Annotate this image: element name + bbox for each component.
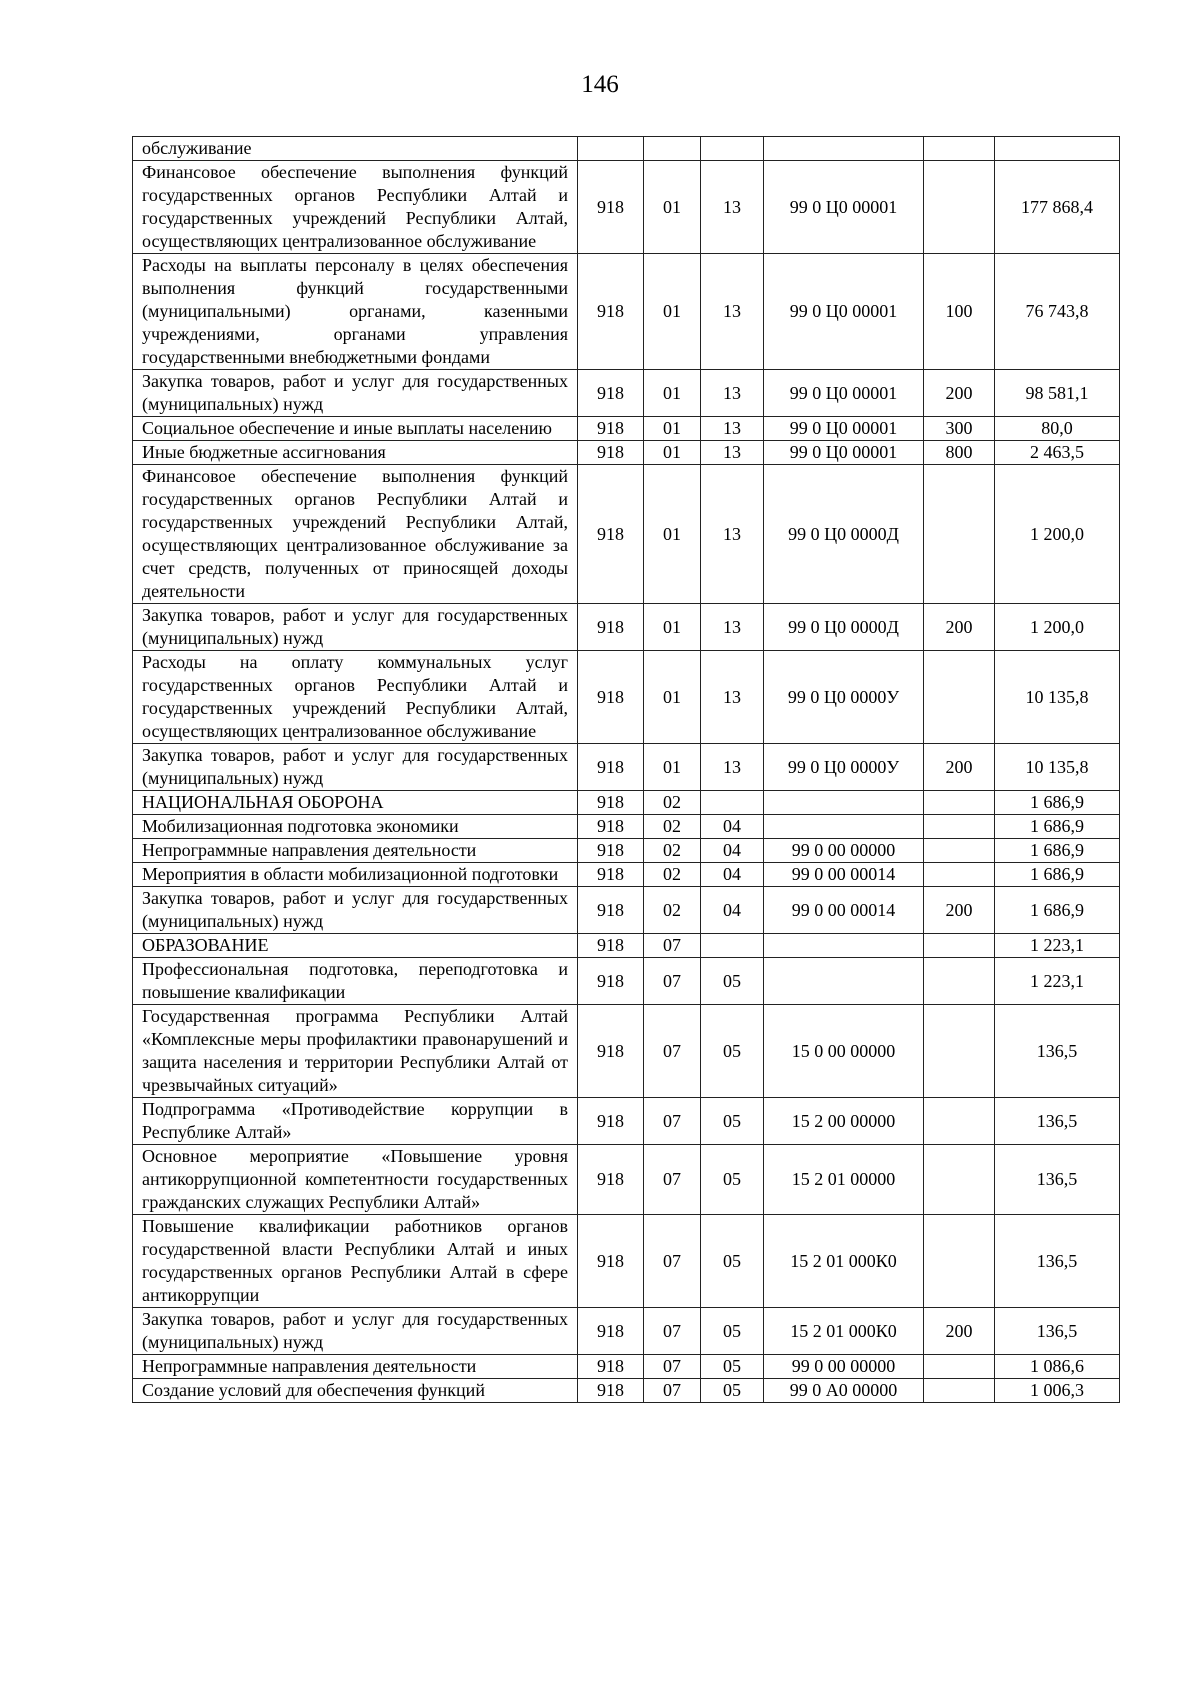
item-name-cell: Государственная программа Республики Алтай «Комплексные меры профилактики правонарушений и защита населения и территории Республики Алтай от чрезвычайных ситуаций» — [133, 1005, 578, 1098]
expense-type-code-cell — [924, 651, 995, 744]
section-code-cell: 01 — [644, 651, 701, 744]
table-row — [133, 863, 1120, 887]
expense-type-code-cell: 200 — [924, 370, 995, 417]
target-item-code-cell: 15 2 01 000К0 — [764, 1308, 924, 1355]
expense-type-code-cell — [924, 161, 995, 254]
subsection-code-cell: 05 — [701, 1355, 764, 1379]
department-code-cell: 918 — [578, 254, 644, 370]
item-name-cell: Создание условий для обеспечения функций — [133, 1379, 578, 1403]
target-item-code-cell: 99 0 Ц0 00001 — [764, 441, 924, 465]
section-code-cell: 01 — [644, 465, 701, 604]
target-item-code-cell: 99 0 Ц0 00001 — [764, 161, 924, 254]
department-code-cell: 918 — [578, 1355, 644, 1379]
item-name-cell: Закупка товаров, работ и услуг для государственных (муниципальных) нужд — [133, 1308, 578, 1355]
amount-cell: 136,5 — [995, 1005, 1120, 1098]
table-row — [133, 254, 1120, 370]
department-code-cell: 918 — [578, 604, 644, 651]
target-item-code-cell: 15 2 01 000К0 — [764, 1215, 924, 1308]
table-row — [133, 1005, 1120, 1098]
department-code-cell: 918 — [578, 744, 644, 791]
target-item-code-cell: 99 0 Ц0 0000У — [764, 744, 924, 791]
subsection-code-cell: 13 — [701, 465, 764, 604]
expense-type-code-cell: 200 — [924, 1308, 995, 1355]
subsection-code-cell: 05 — [701, 1005, 764, 1098]
amount-cell: 1 086,6 — [995, 1355, 1120, 1379]
amount-cell: 1 686,9 — [995, 839, 1120, 863]
expense-type-code-cell — [924, 1215, 995, 1308]
subsection-code-cell: 04 — [701, 887, 764, 934]
table-row — [133, 137, 1120, 161]
section-code-cell: 07 — [644, 1379, 701, 1403]
subsection-code-cell: 13 — [701, 441, 764, 465]
section-code-cell: 07 — [644, 958, 701, 1005]
expense-type-code-cell — [924, 1145, 995, 1215]
department-code-cell: 918 — [578, 1145, 644, 1215]
expense-type-code-cell — [924, 1355, 995, 1379]
subsection-code-cell: 04 — [701, 863, 764, 887]
amount-cell: 76 743,8 — [995, 254, 1120, 370]
section-code-cell: 01 — [644, 161, 701, 254]
item-name-cell: обслуживание — [133, 137, 578, 161]
section-code-cell: 02 — [644, 887, 701, 934]
department-code-cell: 918 — [578, 1215, 644, 1308]
section-code-cell: 02 — [644, 839, 701, 863]
table-row — [133, 815, 1120, 839]
target-item-code-cell — [764, 815, 924, 839]
department-code-cell: 918 — [578, 1098, 644, 1145]
target-item-code-cell: 99 0 00 00000 — [764, 839, 924, 863]
section-code-cell: 01 — [644, 417, 701, 441]
subsection-code-cell: 13 — [701, 254, 764, 370]
subsection-code-cell: 05 — [701, 1215, 764, 1308]
table-row — [133, 651, 1120, 744]
target-item-code-cell — [764, 958, 924, 1005]
target-item-code-cell: 15 2 00 00000 — [764, 1098, 924, 1145]
item-name-cell: Профессиональная подготовка, переподготовка и повышение квалификации — [133, 958, 578, 1005]
subsection-code-cell: 05 — [701, 1379, 764, 1403]
department-code-cell: 918 — [578, 370, 644, 417]
amount-cell: 10 135,8 — [995, 651, 1120, 744]
table-row — [133, 934, 1120, 958]
table-row — [133, 1355, 1120, 1379]
table-row — [133, 161, 1120, 254]
expense-type-code-cell: 300 — [924, 417, 995, 441]
amount-cell: 80,0 — [995, 417, 1120, 441]
table-row — [133, 465, 1120, 604]
subsection-code-cell: 05 — [701, 1308, 764, 1355]
department-code-cell: 918 — [578, 651, 644, 744]
table-row — [133, 441, 1120, 465]
section-code-cell: 01 — [644, 604, 701, 651]
amount-cell: 1 686,9 — [995, 815, 1120, 839]
section-code-cell — [644, 137, 701, 161]
expense-type-code-cell — [924, 1005, 995, 1098]
target-item-code-cell: 99 0 00 00014 — [764, 887, 924, 934]
page-number: 146 — [581, 71, 619, 98]
subsection-code-cell — [701, 137, 764, 161]
expense-type-code-cell: 200 — [924, 604, 995, 651]
target-item-code-cell — [764, 934, 924, 958]
amount-cell: 2 463,5 — [995, 441, 1120, 465]
amount-cell: 1 686,9 — [995, 863, 1120, 887]
budget-table-body — [133, 137, 1120, 1403]
amount-cell — [995, 137, 1120, 161]
expense-type-code-cell: 100 — [924, 254, 995, 370]
section-code-cell: 07 — [644, 1145, 701, 1215]
section-code-cell: 02 — [644, 863, 701, 887]
expense-type-code-cell: 200 — [924, 744, 995, 791]
subsection-code-cell: 13 — [701, 161, 764, 254]
department-code-cell: 918 — [578, 839, 644, 863]
subsection-code-cell: 05 — [701, 958, 764, 1005]
section-code-cell: 02 — [644, 791, 701, 815]
expense-type-code-cell — [924, 815, 995, 839]
subsection-code-cell: 13 — [701, 604, 764, 651]
amount-cell: 1 686,9 — [995, 887, 1120, 934]
expense-type-code-cell — [924, 465, 995, 604]
section-code-cell: 07 — [644, 1308, 701, 1355]
target-item-code-cell: 99 0 Ц0 00001 — [764, 254, 924, 370]
department-code-cell: 918 — [578, 815, 644, 839]
item-name-cell: Мероприятия в области мобилизационной подготовки — [133, 863, 578, 887]
subsection-code-cell: 05 — [701, 1145, 764, 1215]
amount-cell: 1 200,0 — [995, 465, 1120, 604]
item-name-cell: Закупка товаров, работ и услуг для государственных (муниципальных) нужд — [133, 887, 578, 934]
target-item-code-cell: 99 0 Ц0 0000У — [764, 651, 924, 744]
department-code-cell: 918 — [578, 958, 644, 1005]
department-code-cell: 918 — [578, 887, 644, 934]
amount-cell: 136,5 — [995, 1098, 1120, 1145]
table-row — [133, 417, 1120, 441]
item-name-cell: Социальное обеспечение и иные выплаты населению — [133, 417, 578, 441]
section-code-cell: 01 — [644, 370, 701, 417]
subsection-code-cell: 13 — [701, 370, 764, 417]
amount-cell: 136,5 — [995, 1215, 1120, 1308]
amount-cell: 136,5 — [995, 1308, 1120, 1355]
amount-cell: 10 135,8 — [995, 744, 1120, 791]
department-code-cell: 918 — [578, 465, 644, 604]
expense-type-code-cell — [924, 791, 995, 815]
amount-cell: 98 581,1 — [995, 370, 1120, 417]
item-name-cell: Расходы на оплату коммунальных услуг государственных органов Республики Алтай и государственных учреждений Республики Алтай, осуществляющих централизованное обслуживание — [133, 651, 578, 744]
table-row — [133, 1098, 1120, 1145]
subsection-code-cell: 13 — [701, 651, 764, 744]
section-code-cell: 02 — [644, 815, 701, 839]
target-item-code-cell: 15 0 00 00000 — [764, 1005, 924, 1098]
target-item-code-cell: 15 2 01 00000 — [764, 1145, 924, 1215]
section-code-cell: 01 — [644, 441, 701, 465]
amount-cell: 1 686,9 — [995, 791, 1120, 815]
item-name-cell: Расходы на выплаты персоналу в целях обеспечения выполнения функций государственными (муниципальными) органами, казенными учреждениями, органами управления государственными внебюджетными фондами — [133, 254, 578, 370]
item-name-cell: Закупка товаров, работ и услуг для государственных (муниципальных) нужд — [133, 370, 578, 417]
department-code-cell: 918 — [578, 791, 644, 815]
subsection-code-cell: 13 — [701, 417, 764, 441]
subsection-code-cell — [701, 934, 764, 958]
expense-type-code-cell — [924, 934, 995, 958]
amount-cell: 1 006,3 — [995, 1379, 1120, 1403]
table-row — [133, 1379, 1120, 1403]
item-name-cell: Финансовое обеспечение выполнения функций государственных органов Республики Алтай и государственных учреждений Республики Алтай, осуществляющих централизованное обслуживание за счет средств, полученных от приносящей доходы деятельности — [133, 465, 578, 604]
item-name-cell: Закупка товаров, работ и услуг для государственных (муниципальных) нужд — [133, 744, 578, 791]
amount-cell: 177 868,4 — [995, 161, 1120, 254]
expense-type-code-cell: 200 — [924, 887, 995, 934]
expense-type-code-cell — [924, 1379, 995, 1403]
department-code-cell: 918 — [578, 863, 644, 887]
expense-type-code-cell — [924, 1098, 995, 1145]
item-name-cell: Подпрограмма «Противодействие коррупции в Республике Алтай» — [133, 1098, 578, 1145]
subsection-code-cell: 04 — [701, 815, 764, 839]
item-name-cell: ОБРАЗОВАНИЕ — [133, 934, 578, 958]
section-code-cell: 07 — [644, 1005, 701, 1098]
item-name-cell: Закупка товаров, работ и услуг для государственных (муниципальных) нужд — [133, 604, 578, 651]
expense-type-code-cell — [924, 958, 995, 1005]
section-code-cell: 07 — [644, 1215, 701, 1308]
target-item-code-cell: 99 0 Ц0 0000Д — [764, 465, 924, 604]
expense-type-code-cell: 800 — [924, 441, 995, 465]
table-row — [133, 744, 1120, 791]
subsection-code-cell: 04 — [701, 839, 764, 863]
amount-cell: 1 223,1 — [995, 958, 1120, 1005]
target-item-code-cell: 99 0 Ц0 00001 — [764, 417, 924, 441]
department-code-cell: 918 — [578, 1005, 644, 1098]
table-row — [133, 958, 1120, 1005]
department-code-cell: 918 — [578, 441, 644, 465]
target-item-code-cell: 99 0 00 00000 — [764, 1355, 924, 1379]
target-item-code-cell: 99 0 00 00014 — [764, 863, 924, 887]
section-code-cell: 07 — [644, 1355, 701, 1379]
amount-cell: 1 200,0 — [995, 604, 1120, 651]
expense-type-code-cell — [924, 863, 995, 887]
table-row — [133, 887, 1120, 934]
table-row — [133, 839, 1120, 863]
target-item-code-cell — [764, 137, 924, 161]
item-name-cell: Финансовое обеспечение выполнения функций государственных органов Республики Алтай и государственных учреждений Республики Алтай, осуществляющих централизованное обслуживание — [133, 161, 578, 254]
expense-type-code-cell — [924, 839, 995, 863]
target-item-code-cell — [764, 791, 924, 815]
item-name-cell: Непрограммные направления деятельности — [133, 839, 578, 863]
item-name-cell: Основное мероприятие «Повышение уровня антикоррупционной компетентности государственных гражданских служащих Республики Алтай» — [133, 1145, 578, 1215]
department-code-cell: 918 — [578, 417, 644, 441]
department-code-cell: 918 — [578, 1379, 644, 1403]
section-code-cell: 01 — [644, 744, 701, 791]
section-code-cell: 07 — [644, 934, 701, 958]
item-name-cell: Мобилизационная подготовка экономики — [133, 815, 578, 839]
section-code-cell: 01 — [644, 254, 701, 370]
target-item-code-cell: 99 0 Ц0 00001 — [764, 370, 924, 417]
table-row — [133, 1215, 1120, 1308]
target-item-code-cell: 99 0 Ц0 0000Д — [764, 604, 924, 651]
department-code-cell: 918 — [578, 161, 644, 254]
item-name-cell: НАЦИОНАЛЬНАЯ ОБОРОНА — [133, 791, 578, 815]
amount-cell: 136,5 — [995, 1145, 1120, 1215]
amount-cell: 1 223,1 — [995, 934, 1120, 958]
table-row — [133, 604, 1120, 651]
subsection-code-cell — [701, 791, 764, 815]
subsection-code-cell: 13 — [701, 744, 764, 791]
department-code-cell: 918 — [578, 934, 644, 958]
subsection-code-cell: 05 — [701, 1098, 764, 1145]
expense-type-code-cell — [924, 137, 995, 161]
table-row — [133, 370, 1120, 417]
budget-table — [132, 136, 1120, 1403]
item-name-cell: Непрограммные направления деятельности — [133, 1355, 578, 1379]
table-row — [133, 1145, 1120, 1215]
item-name-cell: Повышение квалификации работников органов государственной власти Республики Алтай и иных государственных органов Республики Алтай в сфере антикоррупции — [133, 1215, 578, 1308]
department-code-cell: 918 — [578, 1308, 644, 1355]
target-item-code-cell: 99 0 А0 00000 — [764, 1379, 924, 1403]
table-row — [133, 1308, 1120, 1355]
item-name-cell: Иные бюджетные ассигнования — [133, 441, 578, 465]
department-code-cell — [578, 137, 644, 161]
section-code-cell: 07 — [644, 1098, 701, 1145]
table-row — [133, 791, 1120, 815]
